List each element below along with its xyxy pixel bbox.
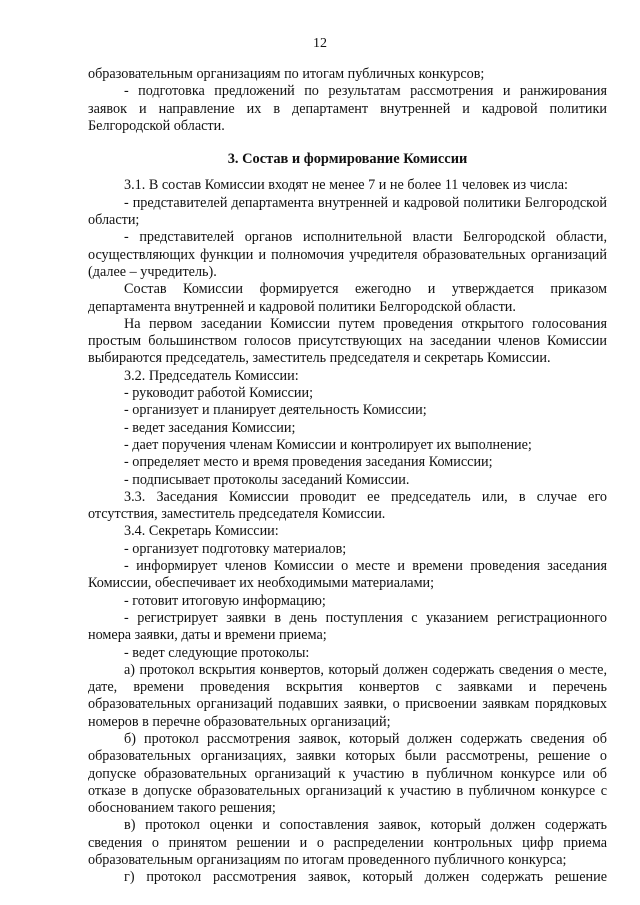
page-number: 12 (313, 36, 327, 51)
paragraph: На первом заседании Комиссии путем проведения открытого голосования простым большинством голосов присутствующих на заседании членов Комиссии выбираются председатель, заместитель председателя и секретарь Комиссии. (88, 315, 607, 367)
paragraph: Состав Комиссии формируется ежегодно и утверждается приказом департамента внутренней и кадровой политики Белгородской области. (88, 281, 607, 315)
list-item: г) протокол рассмотрения заявок, который должен содержать решение (124, 869, 607, 886)
paragraph: - подготовка предложений по результатам рассмотрения и ранжирования заявок и направление их в департамент внутренней и кадровой политики Белгородской области. (88, 83, 607, 134)
list-item: - руководит работой Комиссии; (124, 385, 314, 402)
paragraph: 3.4. Секретарь Комиссии: (124, 523, 279, 540)
list-item: - подписывает протоколы заседаний Комиссии. (124, 471, 410, 488)
list-item: в) протокол оценки и сопоставления заявок, который должен содержать сведения о принятом решении и о распределении контрольных цифр приема образовательным организациям по итогам проведенного публичного конкурса; (88, 817, 607, 869)
list-item: - ведет заседания Комиссии; (124, 419, 296, 436)
paragraph: 3.3. Заседания Комиссии проводит ее председатель или, в случае его отсутствия, заместитель председателя Комиссии. (88, 488, 607, 523)
paragraph: 3.1. В состав Комиссии входят не менее 7 и не более 11 человек из числа: (124, 177, 568, 194)
list-item: - организует и планирует деятельность Комиссии; (124, 402, 427, 419)
paragraph: образовательным организациям по итогам публичных конкурсов; (88, 66, 485, 82)
document-body (88, 66, 607, 887)
list-item: - регистрирует заявки в день поступления с указанием регистрационного номера заявки, даты и времени приема; (88, 609, 607, 644)
section-heading: 3. Состав и формирование Комиссии (227, 151, 468, 168)
list-item: - определяет место и время проведения заседания Комиссии; (124, 454, 493, 471)
list-item: а) протокол вскрытия конвертов, который должен содержать сведения о месте, дате, времени проведения вскрытия конвертов с заявками и перечень образовательных организаций подавших заявки, о присвоении заявкам порядковых номеров в перечне образовательных организаций; (88, 661, 607, 730)
paragraph: 3.2. Председатель Комиссии: (124, 367, 299, 384)
list-item: - организует подготовку материалов; (124, 540, 347, 557)
paragraph: - представителей департамента внутренней и кадровой политики Белгородской области; (88, 194, 607, 229)
list-item: - информирует членов Комиссии о месте и времени проведения заседания Комиссии, обеспечивает их необходимыми материалами; (88, 558, 607, 592)
list-item: - дает поручения членам Комиссии и контролирует их выполнение; (124, 436, 532, 453)
paragraph: - представителей органов исполнительной власти Белгородской области, осуществляющих функции и полномочия учредителя образовательных организаций (далее – учредитель). (88, 229, 607, 280)
list-item: - ведет следующие протоколы: (124, 644, 310, 661)
list-item: б) протокол рассмотрения заявок, который должен содержать сведения об образовательных организациях, заявки которых были рассмотрены, решение о допуске образовательных организаций к участию в публичном конкурсе или об отказе в допуске образовательных организаций к участию в публичном конкурсе с обоснованием такого решения; (88, 730, 607, 817)
list-item: - готовит итоговую информацию; (124, 592, 326, 609)
